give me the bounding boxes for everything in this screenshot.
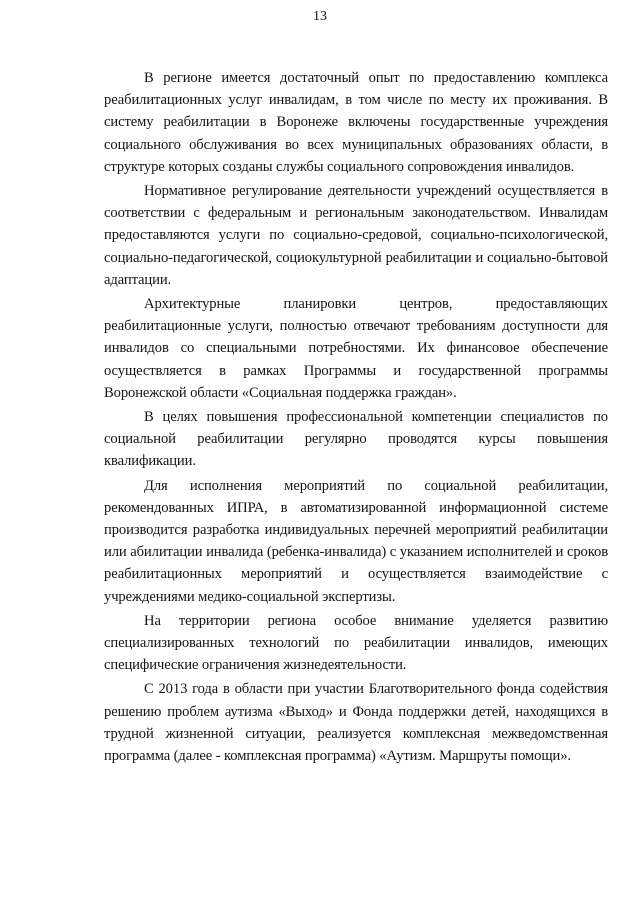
paragraph-autism-program: С 2013 года в области при участии Благотворительного фонда содействия решению проблем аутизма «Выход» и Фонда поддержки детей, находящихся в трудной жизненной ситуации, реализуется комплексная межведомственная программа (далее - комплексная программа) «Аутизм. Маршруты помощи». xyxy=(104,681,608,765)
paragraph-regulation: Нормативное регулирование деятельности учреждений осуществляется в соответствии с федеральным и региональным законодательством. Инвалидам предоставляются услуги по социально-средовой, социально-психологической, социально-педагогической, социокультурной реабилитации и социально-бытовой адаптации. xyxy=(104,183,608,288)
paragraph-specialized-technologies: На территории региона особое внимание уделяется развитию специализированных технологий по реабилитации инвалидов, имеющих специфические ограничения жизнедеятельности. xyxy=(104,612,608,674)
paragraph-accessibility: Архитектурные планировки центров, предоставляющих реабилитационные услуги, полностью отвечают требованиям доступности для инвалидов со специальными потребностями. Их финансовое обеспечение осуществляется в рамках Программы и государственной программы Воронежской области «Социальная поддержка граждан». xyxy=(104,296,608,401)
page-number: 13 xyxy=(313,9,327,24)
paragraph-regional-experience: В регионе имеется достаточный опыт по предоставлению комплекса реабилитационных услуг инвалидам, в том числе по месту их проживания. В систему реабилитации в Воронеже включены государственные учреждения социального обслуживания во всех муниципальных образованиях области, в структуре которых созданы службы социального сопровождения инвалидов. xyxy=(104,70,608,175)
paragraph-ipra: Для исполнения мероприятий по социальной реабилитации, рекомендованных ИПРА, в автоматизированной информационной системе производится разработка индивидуальных перечней мероприятий реабилитации или абилитации инвалида (ребенка-инвалида) с указанием исполнителей и сроков реабилитационных мероприятий и осуществляется взаимодействие с учреждениями медико-социальной экспертизы. xyxy=(104,477,608,605)
paragraph-training: В целях повышения профессиональной компетенции специалистов по социальной реабилитации регулярно проводятся курсы повышения квалификации. xyxy=(104,409,608,470)
document-body xyxy=(104,67,608,767)
